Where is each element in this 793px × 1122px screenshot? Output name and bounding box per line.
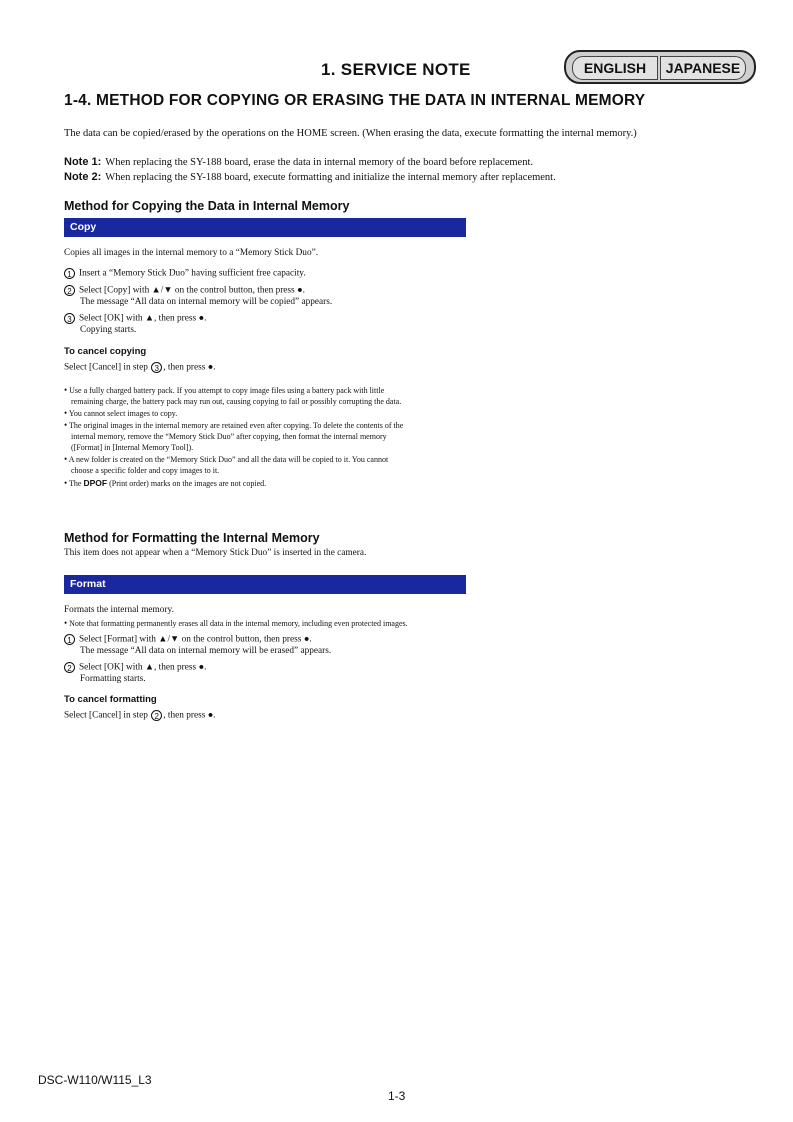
bullet: • xyxy=(64,618,68,628)
copy-step-2 xyxy=(64,285,305,296)
step-text: Select [Copy] with ▲/▼ on the control button, then press ●. xyxy=(79,285,305,296)
note-text: When replacing the SY-188 board, erase the data in internal memory of the board before replacement. xyxy=(105,157,533,168)
cancel-format-text xyxy=(64,710,216,721)
page-number: 1-3 xyxy=(388,1089,406,1103)
model-number: DSC-W110/W115_L3 xyxy=(38,1073,152,1087)
copy-bullet-1-cont: remaining charge, the battery pack may run out, causing copying to fail or possibly corrupting the data. xyxy=(71,397,402,406)
section-title: 1-4. METHOD FOR COPYING OR ERASING THE DATA IN INTERNAL MEMORY xyxy=(64,92,646,109)
bullet-text: The original images in the internal memory are retained even after copying. To delete the contents of the xyxy=(69,421,404,430)
copy-bullet-1 xyxy=(64,385,384,396)
step-number: 1 xyxy=(64,268,75,279)
step-number: 2 xyxy=(64,285,75,296)
dpof-text: (Print order) marks on the images are not copied. xyxy=(109,479,267,488)
format-heading: Method for Formatting the Internal Memory xyxy=(64,531,320,545)
copy-bullet-2 xyxy=(64,408,177,419)
copy-bullet-3-cont: internal memory, remove the “Memory Stick Duo” after copying, then format the internal memory xyxy=(71,432,387,441)
note-1 xyxy=(64,156,533,168)
bullet: • xyxy=(64,385,68,395)
copy-description: Copies all images in the internal memory to a “Memory Stick Duo”. xyxy=(64,248,319,258)
cancel-text-pre: Select [Cancel] in step xyxy=(64,710,148,721)
format-bar: Format xyxy=(64,575,466,594)
cancel-text-pre: Select [Cancel] in step xyxy=(64,362,148,373)
copy-step-1 xyxy=(64,268,306,279)
step-number: 2 xyxy=(64,662,75,673)
format-bullet xyxy=(64,618,408,629)
chapter-title: 1. SERVICE NOTE xyxy=(321,60,471,79)
intro-text: The data can be copied/erased by the operations on the HOME screen. (When erasing the data, execute formatting the internal memory.) xyxy=(64,128,637,139)
step-text: Select [OK] with ▲, then press ●. xyxy=(79,662,207,673)
format-description: Formats the internal memory. xyxy=(64,605,174,615)
dpof-pre: The xyxy=(69,479,82,488)
note-text: When replacing the SY-188 board, execute formatting and initialize the internal memory after replacement. xyxy=(105,172,556,183)
copy-bullet-3 xyxy=(64,420,403,431)
note-2 xyxy=(64,171,556,183)
bullet-text: A new folder is created on the “Memory Stick Duo” and all the data will be copied to it. You cannot xyxy=(68,455,389,464)
copy-heading: Method for Copying the Data in Internal Memory xyxy=(64,199,350,213)
format-step-2-detail: Formatting starts. xyxy=(80,674,146,684)
step-text: Insert a “Memory Stick Duo” having sufficient free capacity. xyxy=(79,268,306,279)
copy-bullet-3-cont2: ([Format] in [Internal Memory Tool]). xyxy=(71,443,194,452)
format-step-2 xyxy=(64,662,206,673)
bullet-text: You cannot select images to copy. xyxy=(68,409,178,418)
note-label: Note 1: xyxy=(64,156,102,168)
format-step-1 xyxy=(64,634,312,645)
copy-step-3-detail: Copying starts. xyxy=(80,325,137,335)
cancel-copy-heading: To cancel copying xyxy=(64,346,147,357)
bullet-text: Note that formatting permanently erases all data in the internal memory, including even protected images. xyxy=(69,619,408,628)
step-ref: 2 xyxy=(151,710,162,721)
bullet: • xyxy=(64,420,68,430)
format-step-1-detail: The message “All data on internal memory will be erased” appears. xyxy=(80,646,332,656)
copy-step-3 xyxy=(64,313,206,324)
cancel-format-heading: To cancel formatting xyxy=(64,694,157,705)
note-label: Note 2: xyxy=(64,171,102,183)
bullet: • xyxy=(64,478,68,488)
copy-bullet-4 xyxy=(64,454,388,465)
step-text: Select [OK] with ▲, then press ●. xyxy=(79,313,207,324)
dpof-label: DPOF xyxy=(83,478,108,488)
copy-bar: Copy xyxy=(64,218,466,237)
cancel-copy-text xyxy=(64,362,216,373)
step-number: 3 xyxy=(64,313,75,324)
step-number: 1 xyxy=(64,634,75,645)
bullet: • xyxy=(64,408,68,418)
step-text: Select [Format] with ▲/▼ on the control button, then press ●. xyxy=(79,634,312,645)
japanese-tab[interactable]: JAPANESE xyxy=(660,56,746,80)
copy-step-2-detail: The message “All data on internal memory will be copied” appears. xyxy=(80,297,333,307)
format-subnote: This item does not appear when a “Memory Stick Duo” is inserted in the camera. xyxy=(64,548,367,558)
copy-bullet-5 xyxy=(64,478,266,489)
cancel-text-post: , then press ●. xyxy=(163,362,216,373)
language-switch xyxy=(564,50,756,84)
bullet-text: Use a fully charged battery pack. If you attempt to copy image files using a battery pack with little xyxy=(69,386,385,395)
bullet: • xyxy=(64,454,68,464)
step-ref: 3 xyxy=(151,362,162,373)
english-tab[interactable]: ENGLISH xyxy=(572,56,658,80)
cancel-text-post: , then press ●. xyxy=(163,710,216,721)
copy-bullet-4-cont: choose a specific folder and copy images to it. xyxy=(71,466,220,475)
